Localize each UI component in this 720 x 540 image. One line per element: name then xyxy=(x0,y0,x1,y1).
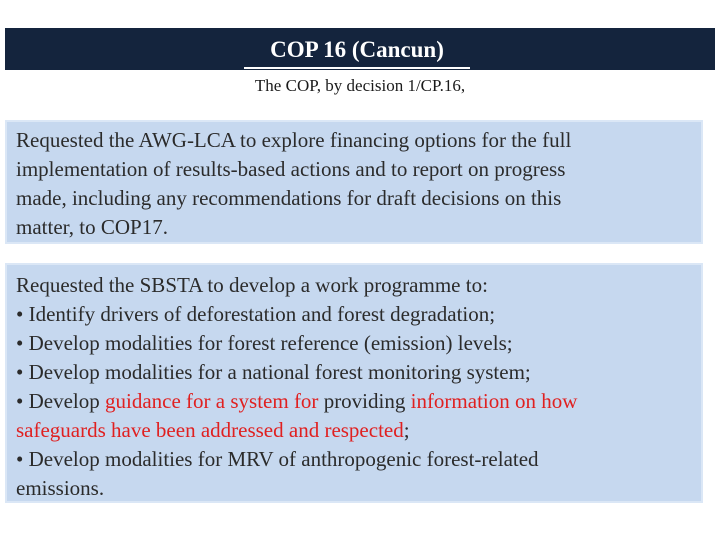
sbsta-intro: Requested the SBSTA to develop a work programme to: xyxy=(16,273,488,297)
awg-lca-line: implementation of results-based actions and to report on progress xyxy=(16,157,566,181)
sbsta-bullet-drivers: • Identify drivers of deforestation and forest degradation; xyxy=(16,302,496,326)
slide-title: COP 16 (Cancun) xyxy=(270,37,444,62)
sbsta-bullet-safeguards-cont xyxy=(16,416,701,445)
sbsta-bullet-mrv: • Develop modalities for MRV of anthropogenic forest-related xyxy=(16,447,539,471)
sbsta-bullet-monitoring: • Develop modalities for a national forest monitoring system; xyxy=(16,360,531,384)
sbsta-bullet-mrv-cont: emissions. xyxy=(16,476,105,500)
awg-lca-line: matter, to COP17. xyxy=(16,215,168,239)
bullet-text: • Develop xyxy=(16,389,105,413)
title-underline xyxy=(244,67,470,69)
highlight-text: information on how xyxy=(410,389,578,413)
bullet-text: providing xyxy=(318,389,411,413)
sbsta-bullet-safeguards xyxy=(16,387,701,416)
sbsta-bullet-reference-levels: • Develop modalities for forest reference (emission) levels; xyxy=(16,331,513,355)
awg-lca-line: Requested the AWG-LCA to explore financing options for the full xyxy=(16,128,572,152)
awg-lca-line: made, including any recommendations for draft decisions on this xyxy=(16,186,562,210)
awg-lca-box xyxy=(5,120,703,244)
sbsta-box xyxy=(5,263,703,503)
highlight-text: safeguards have been addressed and respected xyxy=(16,418,404,442)
slide-subtitle: The COP, by decision 1/CP.16, xyxy=(254,76,466,95)
bullet-text: ; xyxy=(403,418,410,442)
highlight-text: guidance for a system for xyxy=(105,389,319,413)
